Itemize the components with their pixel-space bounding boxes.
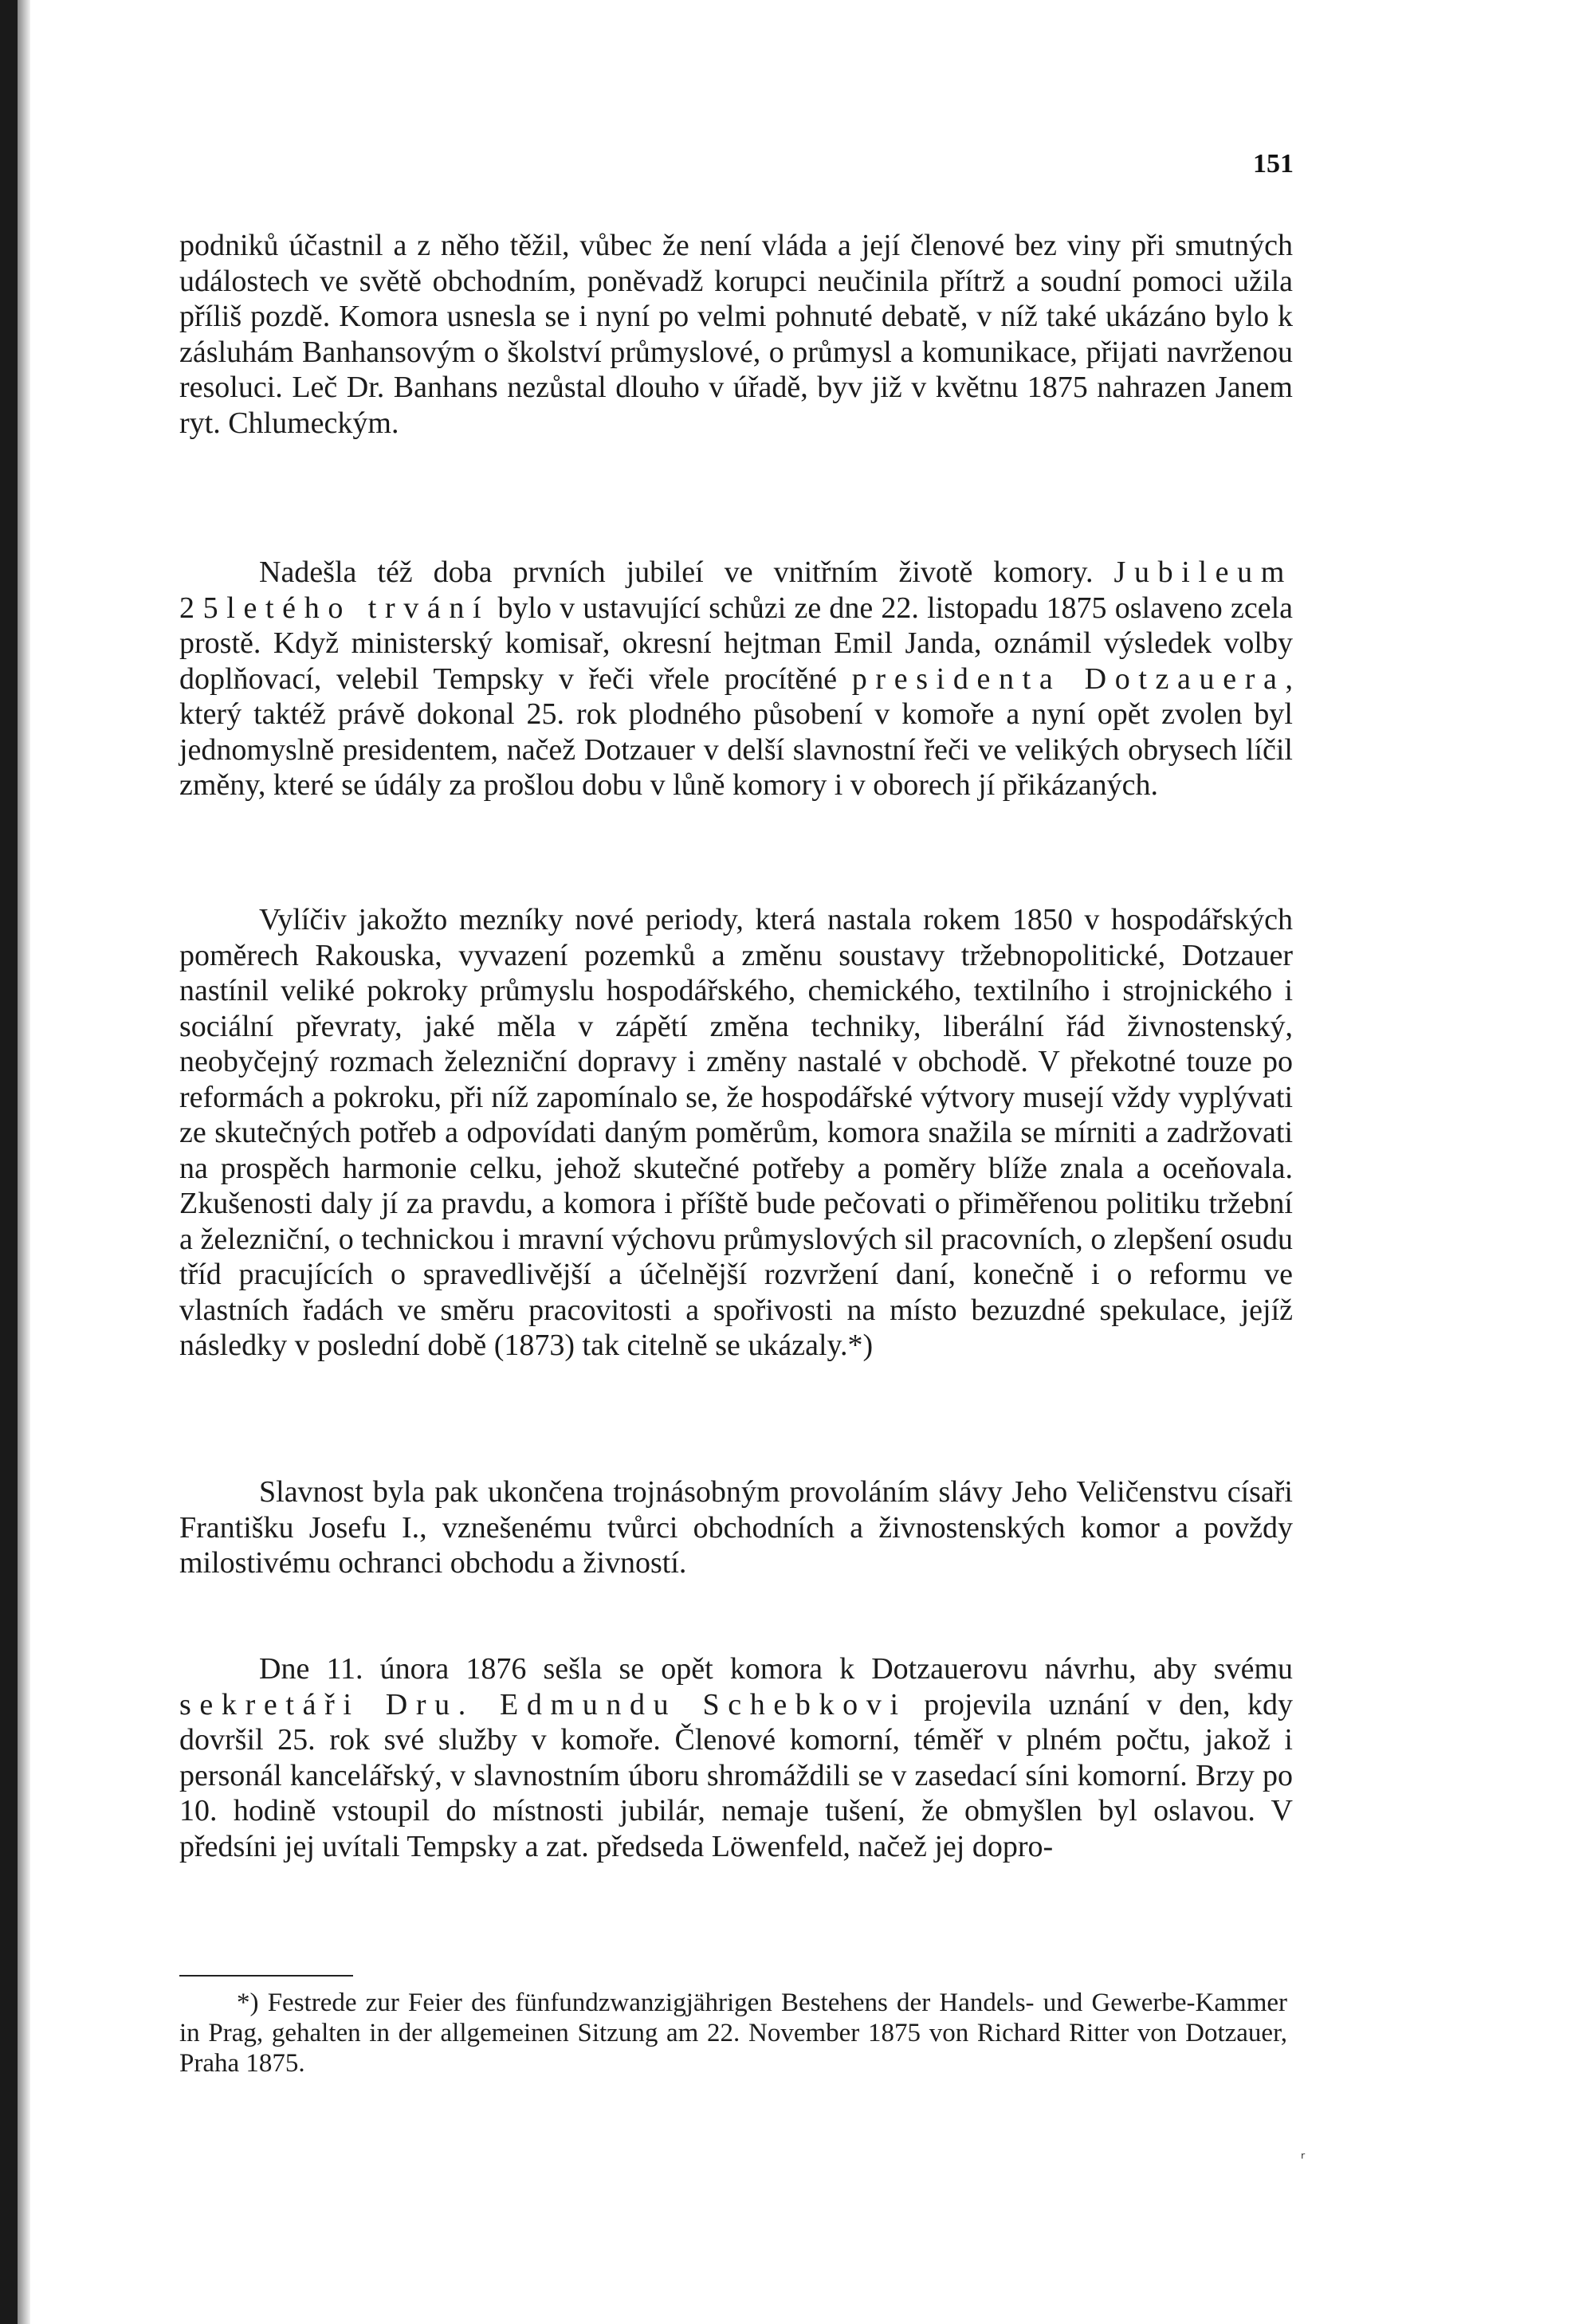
scan-edge-shadow (0, 0, 18, 2324)
paragraph-5-text (179, 1651, 1293, 1864)
paragraph-3 (179, 902, 1293, 1364)
footnote: *) Festrede zur Feier des fünfundzwanzigjährigen Bestehens der Handels- und Gewerbe-Kammer in Prag, gehalten in der allgemeinen Sitzung am 22. November 1875 von Richard Ritter von Dotzauer, Praha 1875. (179, 1988, 1287, 2078)
page-number: 151 (1253, 149, 1294, 179)
footnote-divider (179, 1975, 353, 1977)
emphasis-president: presidenta Dotzauera (851, 661, 1286, 696)
paragraph-5 (179, 1651, 1293, 1864)
emphasis-secretary: sekretáři Dru. Edmundu Schebkovi (179, 1687, 907, 1721)
paragraph-4 (179, 1474, 1293, 1581)
paragraph-2-part-a: Nadešla též doba prvních jubileí ve vnitřním životě komory. (259, 555, 1094, 589)
paragraph-5-part-c: projevila uznání v den, kdy dovršil 25. rok své služby v komoře. Členové komorní, téměř v plném počtu, jakož i personál kancelářský, v slavnostním úboru shromáždili se v zasedací síni komorní. Brzy po 10. hodině vstoupil do místnosti jubilár, nemaje tušení, že obmyšlen byl oslavou. V předsíni jej uvítali Tempsky a zat. předseda Löwenfeld, načež jej dopro- (179, 1687, 1293, 1863)
paragraph-1 (179, 228, 1293, 441)
paragraph-2-part-c: bylo v ustavující schůzi ze dne 22. listopadu 1875 oslaveno zcela prostě. Když ministerský komisař, okresní hejtman Emil Janda, oznámil výsledek volby doplňovací, velebil Tempsky v řeči vřele procítěné (179, 591, 1293, 696)
emphasis-jubilee: Jubileum 25letého trvání (179, 555, 1293, 625)
paragraph-5-part-a: Dne 11. února 1876 sešla se opět komora k Dotzauerovu návrhu, aby svému (259, 1652, 1293, 1686)
scan-speck-mark: ʳ (1301, 2149, 1306, 2168)
paragraph-3-text: Vylíčiv jakožto mezníky nové periody, která nastala rokem 1850 v hospodářských poměrech Rakouska, vyvazení pozemků a změnu soustavy tržebnopolitické, Dotzauer nastínil veliké pokroky průmyslu hospodářského, chemického, textilního i strojnického i sociální převraty, jaké měla v zápětí změna techniky, liberální řád živnostenský, neobyčejný rozmach železniční dopravy i změny nastalé v obchodě. V překotné touze po reformách a pokroku, při níž zapomínalo se, že hospodářské výtvory musejí vždy vyplývati ze skutečných potřeb a odpovídati daným poměrům, komora snažila se mírniti a zadržovati na prospěch harmonie celku, jehož skutečné potřeby a poměry blíže znala a oceňovala. Zkušenosti daly jí za pravdu, a komora i příště bude pečovati o přiměřenou politiku tržební a železniční, o technickou i mravní výchovu průmyslových sil pracovních, o zlepšení osudu tříd pracujících o spravedlivější a účelnější rozvržení daní, konečně i o reformu ve vlastních řadách ve směru pracovitosti a spořivosti na místo bezuzdné spekulace, jejíž následky v poslední době (1873) tak citelně se ukázaly.*) (179, 903, 1293, 1362)
paragraph-4-text: Slavnost byla pak ukončena trojnásobným provoláním slávy Jeho Veličenstvu císaři Františku Josefu I., vznešenému tvůrci obchodních a živnostenských komor a povždy milostivému ochranci obchodu a živností. (179, 1475, 1293, 1580)
paragraph-1-text: podniků účastnil a z něho těžil, vůbec že není vláda a její členové bez viny při smutných událostech ve světě obchodním, poněvadž korupci neučinila přítrž a soudní pomoci užila příliš pozdě. Komora usnesla se i nyní po velmi pohnuté debatě, v níž také ukázáno bylo k zásluhám Banhansovým o školství průmyslové, o průmysl a komunikace, přijati navrženou resoluci. Leč Dr. Banhans nezůstal dlouho v úřadě, byv již v květnu 1875 nahrazen Janem ryt. Chlumeckým. (179, 229, 1293, 440)
scan-edge-gradient (18, 0, 30, 2324)
paragraph-2 (179, 555, 1293, 803)
paragraph-2-text (179, 555, 1293, 803)
paragraph-2-part-e: , který taktéž právě dokonal 25. rok plodného působení v komoře a nyní opět zvolen byl jednomyslně presidentem, načež Dotzauer v delší slavnostní řeči ve velikých obrysech líčil změny, které se údály za prošlou dobu v lůně komory i v oborech jí přikázaných. (179, 661, 1294, 802)
